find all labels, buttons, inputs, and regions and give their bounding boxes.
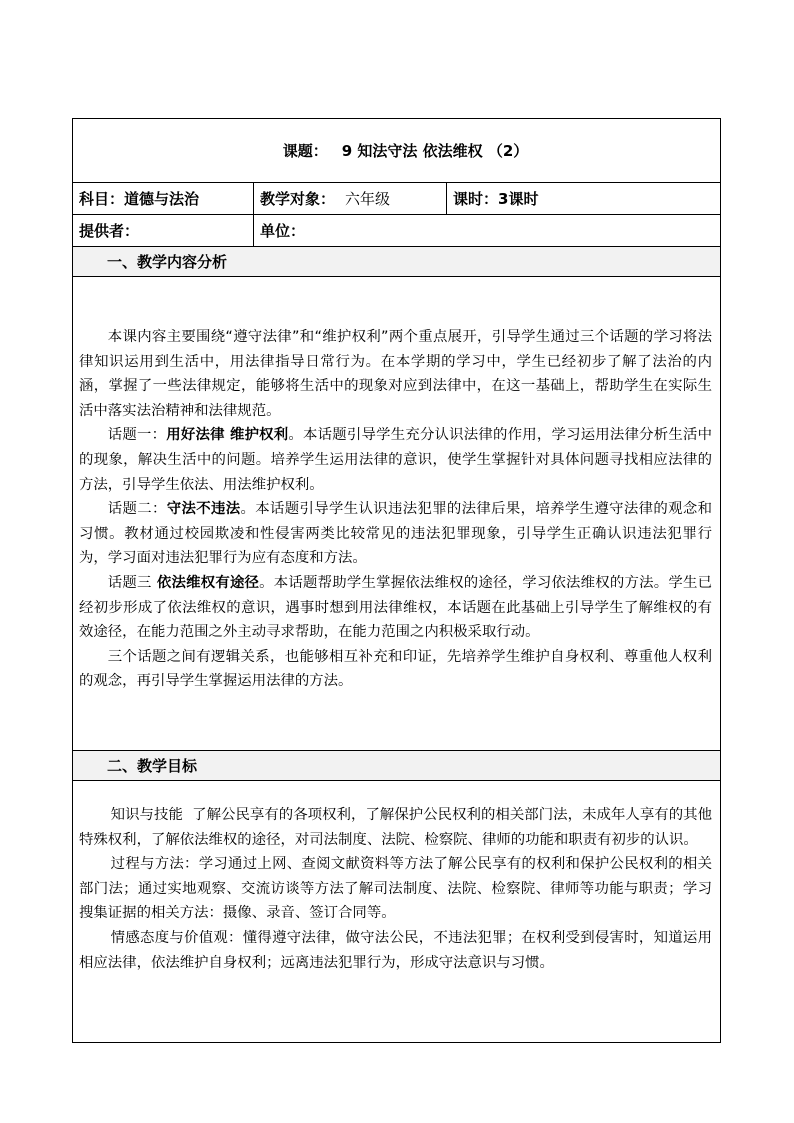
topic1-text: 。本话题引导学生充分认识法律的作用，学习运用法律分析生活中的现象，解决生活中的问题。培养学生运用法律的意识，使学生掌握针对具体问题寻找相应法律的方法，引导学生依法、用法维护权利。 — [79, 427, 712, 493]
section2-paragraph-2: 过程与方法：学习通过上网、查阅文献资料等方法了解公民享有的权利和保护公民权利的相关部门法；通过实地观察、交流访谈等方法了解司法制度、法院、检察院、律师等功能与职责；学习搜集证据的相关方法：摄像、录音、签订合同等。 — [79, 856, 712, 922]
section2-paragraph-1: 知识与技能 了解公民享有的各项权利，了解保护公民权利的相关部门法，未成年人享有的其他特殊权利，了解依法维权的途径，对司法制度、法院、检察院、律师的功能和职责有初步的认识。 — [79, 807, 712, 848]
section2-heading: 二、教学目标 — [73, 751, 721, 781]
unit-label: 单位： — [260, 222, 306, 240]
hours-cell — [447, 183, 721, 215]
audience-cell — [254, 183, 447, 215]
topic3-lead: 话题三 — [107, 574, 152, 591]
audience-label: 教学对象： — [260, 190, 336, 208]
hours-label: 课时： — [453, 190, 499, 208]
section1-paragraph-1: 本课内容主要围绕“遵守法律”和“维护权利”两个重点展开，引导学生通过三个话题的学习将法律知识运用到生活中，用法律指导日常行为。在本学期的学习中，学生已经初步了解了法治的内涵，掌握了一些法律规定，能够将生活中的现象对应到法律中，在这一基础上，帮助学生在实际生活中落实法治精神和法律规范。 — [79, 329, 712, 419]
title-label: 课题： — [282, 142, 328, 160]
info-row-2 — [73, 215, 721, 247]
provider-cell — [73, 215, 254, 247]
section1-paragraph-3 — [79, 497, 712, 571]
section2-paragraph-3: 情感态度与价值观：懂得遵守法律，做守法公民，不违法犯罪；在权利受到侵害时，知道运用相应法律，依法维护自身权利；远离违法犯罪行为，形成守法意识与习惯。 — [79, 929, 712, 971]
section1-heading: 一、教学内容分析 — [73, 247, 721, 277]
hours-value: 3课时 — [498, 190, 539, 208]
title-value: 9 知法守法 依法维权 （2） — [341, 142, 529, 160]
section1-content-row — [73, 277, 721, 751]
section1-paragraph-4 — [79, 571, 712, 645]
topic3-text: 。本话题帮助学生掌握依法维权的途径，学习依法维权的方法。学生已经初步形成了依法维权的意识，遇事时想到用法律维权，本话题在此基础上引导学生了解维权的有效途径，在能力范围之外主动寻求帮助，在能力范围之内积极采取行动。 — [79, 574, 712, 641]
section2-content — [73, 781, 721, 1043]
audience-value: 六年级 — [345, 190, 391, 208]
subject-cell — [73, 183, 254, 215]
info-row-1 — [73, 183, 721, 215]
subject-value: 道德与法治 — [124, 190, 200, 208]
lesson-title — [73, 119, 721, 183]
section1-content — [73, 277, 721, 751]
provider-label: 提供者： — [79, 222, 140, 240]
lesson-plan-table — [72, 118, 721, 1043]
topic3-title: 依法维权有途径 — [151, 574, 260, 591]
unit-cell — [254, 215, 721, 247]
topic1-title: 用好法律 维护权利 — [166, 427, 289, 444]
topic1-lead: 话题一： — [107, 427, 167, 444]
section2-heading-row — [73, 751, 721, 781]
title-row — [73, 119, 721, 183]
topic2-text: 。本话题引导学生认识违法犯罪的法律后果，培养学生遵守法律的观念和习惯。教材通过校园欺凌和性侵害两类比较常见的违法犯罪现象，引导学生正确认识违法犯罪行为，学习面对违法犯罪行为应有态度和方法。 — [79, 501, 712, 567]
section1-paragraph-2 — [79, 423, 712, 497]
topic2-lead: 话题二： — [107, 501, 167, 518]
section1-paragraph-5: 三个话题之间有逻辑关系，也能够相互补充和印证，先培养学生维护自身权利、尊重他人权利的观念，再引导学生掌握运用法律的方法。 — [79, 648, 712, 690]
section2-content-row — [73, 781, 721, 1043]
topic2-title: 守法不违法 — [166, 501, 241, 518]
section1-heading-row — [73, 247, 721, 277]
subject-label: 科目： — [79, 190, 125, 208]
